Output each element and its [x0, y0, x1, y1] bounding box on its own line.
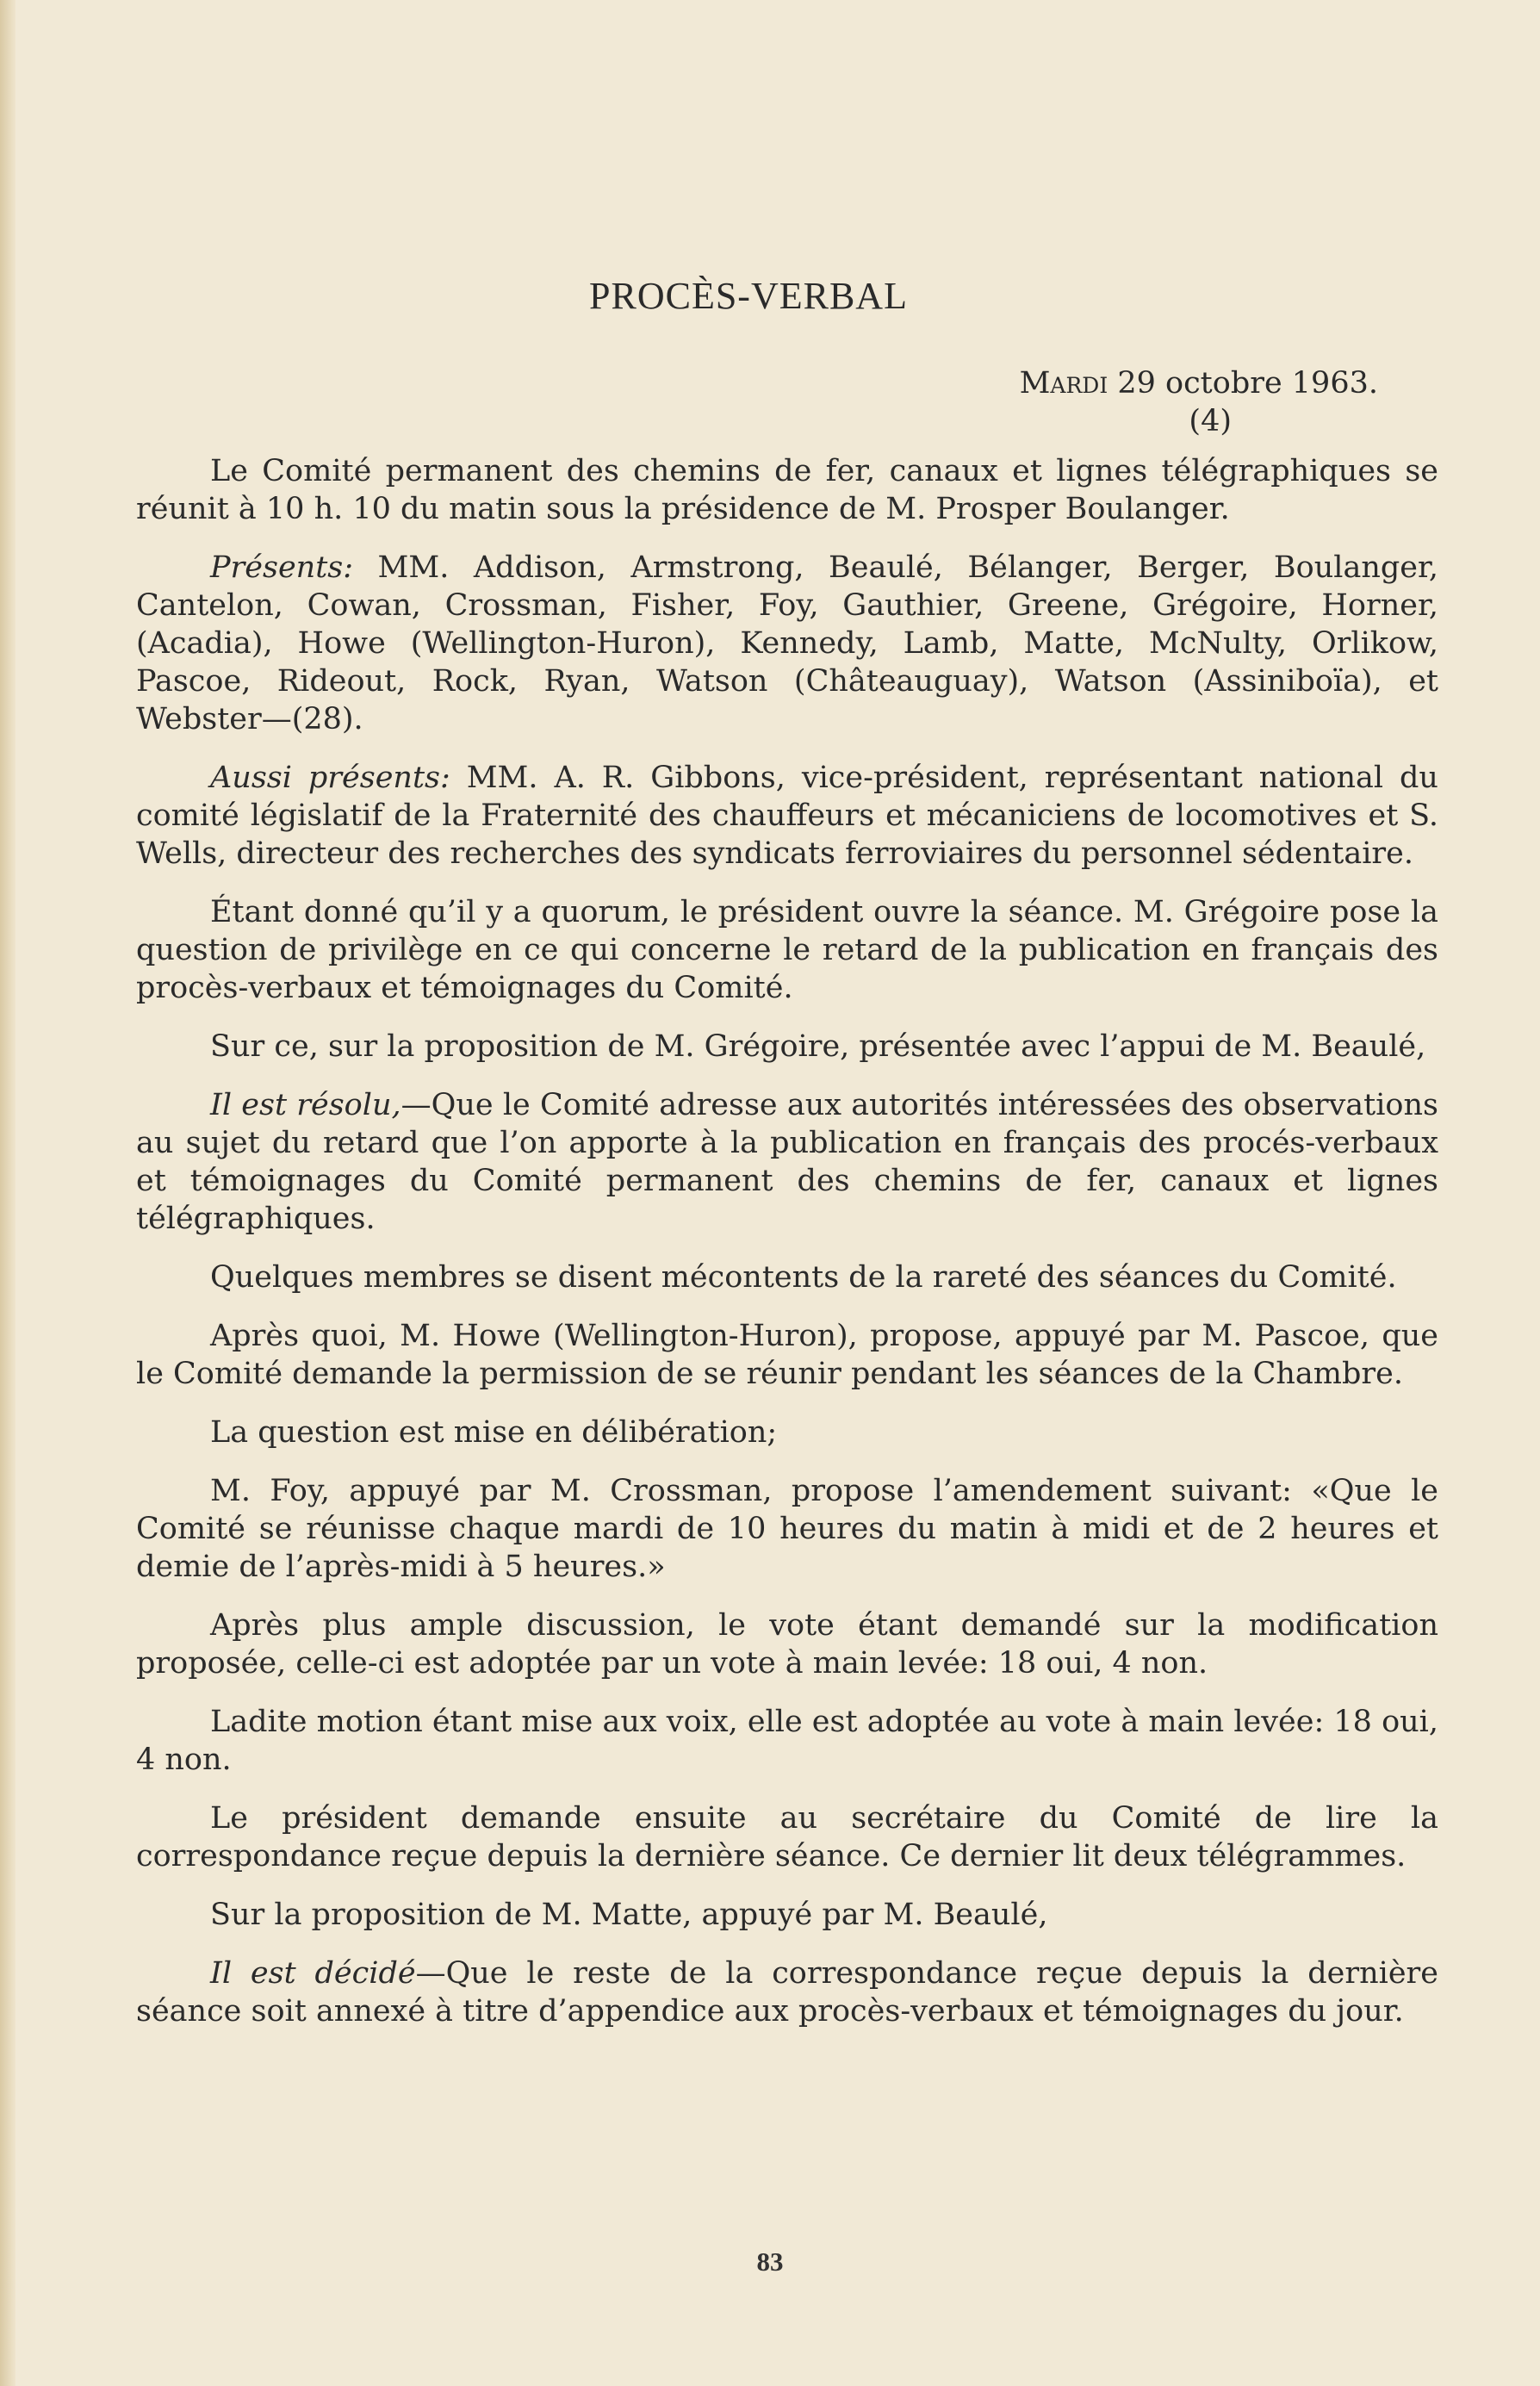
paragraph-lead: Aussi présents: — [210, 761, 450, 795]
paragraph-correspondance: Le président demande ensuite au secrétaire du Comité de lire la correspondance reçue depuis la dernière séance. Ce dernier lit deux télégrammes. — [136, 1801, 1438, 1873]
paragraph-lead: Il est décidé — [210, 1956, 416, 1991]
paragraph-quorum: Étant donné qu’il y a quorum, le président ouvre la séance. M. Grégoire pose la question de privilège en ce qui concerne le retard de la publication en français des procès-verbaux et témoignages du Comité. — [136, 895, 1438, 1005]
meeting-date — [136, 364, 1438, 402]
meeting-date-rest: 29 octobre 1963. — [1108, 366, 1378, 401]
paragraph-proposition-gregoire: Sur ce, sur la proposition de M. Grégoire, présentée avec l’appui de M. Beaulé, — [210, 1029, 1426, 1064]
paragraph-mecontents: Quelques membres se disent mécontents de la rareté des séances du Comité. — [210, 1260, 1397, 1295]
document-body — [136, 274, 1438, 2051]
paragraph-lead: Présents: — [210, 550, 354, 585]
meeting-day: Mardi — [1019, 366, 1108, 401]
paragraph-amendement: M. Foy, appuyé par M. Crossman, propose l’amendement suivant: «Que le Comité se réunisse chaque mardi de 10 heures du matin à midi et de 2 heures et demie de l’après-midi à 5 heures.» — [136, 1474, 1438, 1584]
session-number: (4) — [1189, 404, 1232, 438]
paragraph-lead: Il est résolu, — [210, 1088, 401, 1122]
paragraph-proposition-matte: Sur la proposition de M. Matte, appuyé par M. Beaulé, — [210, 1898, 1048, 1932]
document-title: PROCÈS-VERBAL — [589, 275, 908, 317]
paragraph-vote-amendement: Après plus ample discussion, le vote étant demandé sur la modification proposée, celle-ci est adoptée par un vote à main levée: 18 oui, 4 non. — [136, 1608, 1438, 1681]
paragraph-deliberation: La question est mise en délibération; — [210, 1415, 778, 1450]
paragraph-vote-motion: Ladite motion étant mise aux voix, elle est adoptée au vote à main levée: 18 oui, 4 non. — [136, 1705, 1438, 1777]
paragraph-decision: Il est décidé—Que le reste de la correspondance reçue depuis la dernière séance soit annexé à titre d’appendice aux procès-verbaux et témoignages du jour. — [136, 1956, 1438, 2029]
paragraph-opening: Le Comité permanent des chemins de fer, canaux et lignes télégraphiques se réunit à 10 h. 10 du matin sous la présidence de M. Prosper Boulanger. — [136, 454, 1438, 526]
paragraph-presents: Présents: MM. Addison, Armstrong, Beaulé, Bélanger, Berger, Boulanger, Cantelon, Cowan, Crossman, Fisher, Foy, Gauthier, Greene, Grégoire, Horner, (Acadia), Howe (Wellington-Huron), Kennedy, Lamb, Matte, McNulty, Orlikow, Pascoe, Rideout, Rock, Ryan, Watson (Châteauguay), Watson (Assiniboïa), et Webster—(28). — [136, 550, 1438, 736]
page-number: 83 — [756, 2246, 784, 2277]
page-binding-edge — [0, 0, 16, 2386]
paragraph-motion-howe: Après quoi, M. Howe (Wellington-Huron), propose, appuyé par M. Pascoe, que le Comité demande la permission de se réunir pendant les séances de la Chambre. — [136, 1319, 1438, 1391]
paragraph-aussi-presents: Aussi présents: MM. A. R. Gibbons, vice-président, représentant national du comité législatif de la Fraternité des chauffeurs et mécaniciens de locomotives et S. Wells, directeur des recherches des syndicats ferroviaires du personnel sédentaire. — [136, 761, 1438, 871]
paragraph-resolution: Il est résolu,—Que le Comité adresse aux autorités intéressées des observations au sujet du retard que l’on apporte à la publication en français des procés-verbaux et témoignages du Comité permanent des chemins de fer, canaux et lignes télégraphiques. — [136, 1088, 1438, 1236]
